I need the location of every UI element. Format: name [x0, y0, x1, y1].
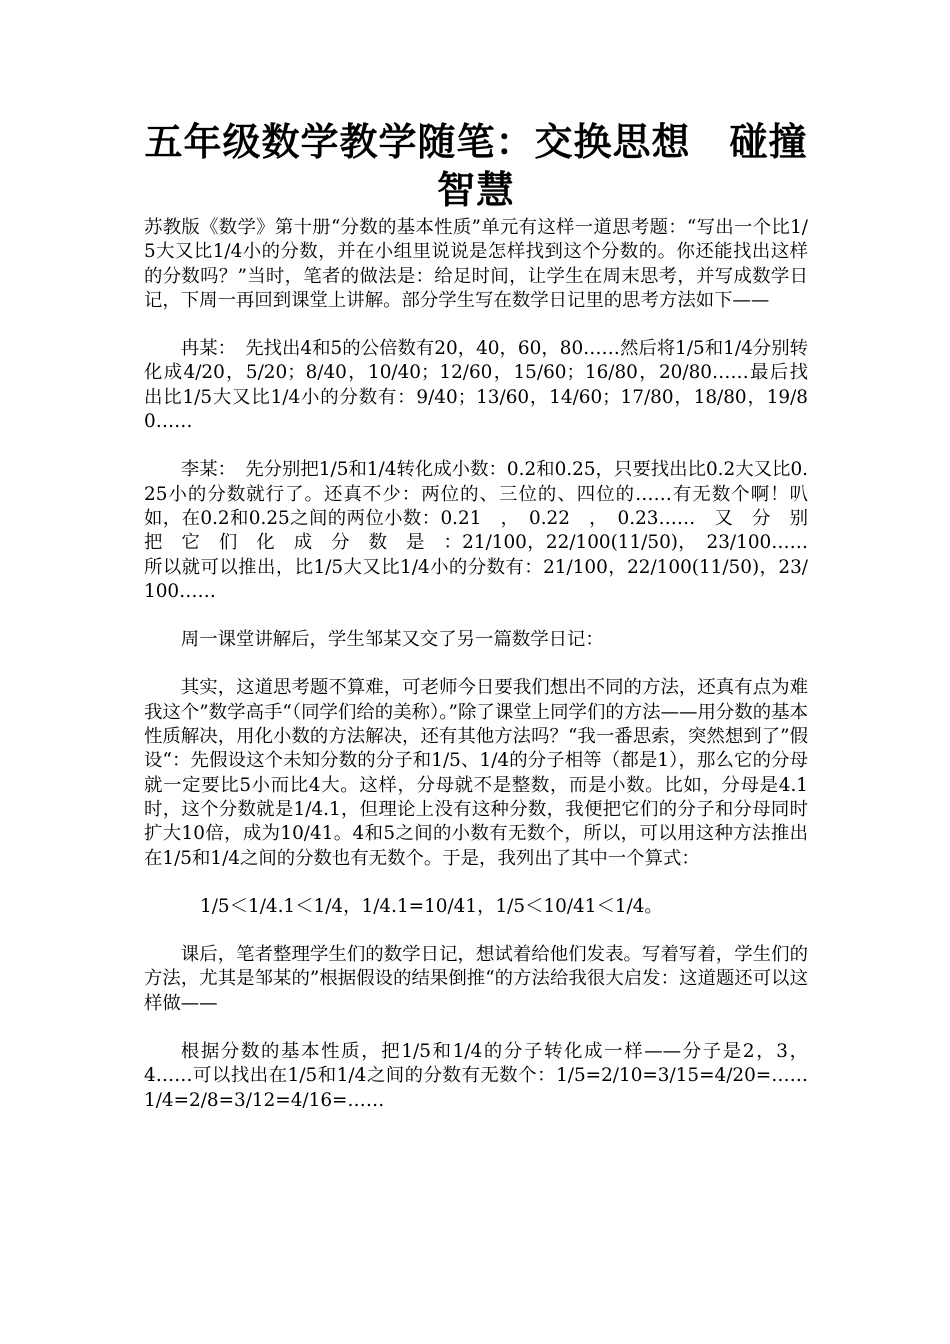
paragraph-gap — [144, 434, 808, 458]
paragraph-gap — [144, 871, 808, 895]
paragraph-zou-diary: 其实，这道思考题不算难，可老师今日要我们想出不同的方法，还真有点为难我这个”数学高手“（同学们给的美称）。”除了课堂上同学们的方法——用分数的基本性质解决，用化小数的方法解决，还有其他方法吗？“我一番思索，突然想到了”假设“：先假设这个未知分数的分子和1/5、1/4的分子相等（都是1），那么它的分母就一定要比5小而比4大。这样，分母就不是整数，而是小数。比如，分母是4.1时，这个分数就是1/4.1，但理论上没有这种分数，我便把它们的分子和分母同时扩大10倍，成为10/41。4和5之间的小数有无数个，所以，可以用这种方法推出在1/5和1/4之间的分数也有无数个。于是，我列出了其中一个算式： — [144, 677, 808, 869]
paragraph-after-class: 课后，笔者整理学生们的数学日记，想试着给他们发表。写着写着，学生们的方法，尤其是邹某的”根据假设的结果倒推“的方法给我很大启发：这道题还可以这样做—— — [144, 944, 808, 1014]
paragraph-gap — [144, 1016, 808, 1040]
paragraph-numerator-method: 根据分数的基本性质，把1/5和1/4的分子转化成一样——分子是2，3，4……可以找出在1/5和1/4之间的分数有无数个：1/5=2/10=3/15=4/20=……1/4=2/8=3/12=4/16=…… — [144, 1041, 808, 1111]
document-page — [144, 118, 827, 1113]
paragraph-gap — [144, 652, 808, 676]
paragraph-ran-method: 冉某： 先找出4和5的公倍数有20，40，60，80……然后将1/5和1/4分别转化成4/20，5/20；8/40，10/40；12/60，15/60；16/80，20/80……最后找出比1/5大又比1/4小的分数有：9/40；13/60，14/60；17/80，18/80，19/80…… — [144, 338, 808, 433]
paragraph-intro: 苏教版《数学》第十册“分数的基本性质”单元有这样一道思考题：“写出一个比1/5大又比1/4小的分数，并在小组里说说是怎样找到这个分数的。你还能找出这样的分数吗？”当时，笔者的做法是：给足时间，让学生在周末思考，并写成数学日记，下周一再回到课堂上讲解。部分学生写在数学日记里的思考方法如下—— — [144, 217, 808, 311]
paragraph-gap — [144, 919, 808, 943]
formula-line: 1/5＜1/4.1＜1/4，1/4.1=10/41，1/5＜10/41＜1/4。 — [200, 895, 663, 917]
paragraph-gap — [144, 313, 808, 337]
paragraph-li-method: 李某： 先分别把1/5和1/4转化成小数：0.2和0.25，只要找出比0.2大又比0.25小的分数就行了。还真不少：两位的、三位的、四位的……有无数个啊！叭如，在0.2和0.25之间的两位小数：0.21 ， 0.22 ， 0.23…… 又 分 别 把 它 们 化 成 分 数 是 ：21/100，22/100(11/50)， 23/100……所以就可以推出，比1/5大又比1/4小的分数有：21/100，22/100(11/50)，23/100…… — [144, 459, 827, 602]
paragraph-monday: 周一课堂讲解后，学生邹某又交了另一篇数学日记： — [180, 629, 604, 651]
paragraph-gap — [144, 604, 808, 628]
document-title: 五年级数学教学随笔：交换思想 碰撞智慧 — [144, 119, 808, 212]
